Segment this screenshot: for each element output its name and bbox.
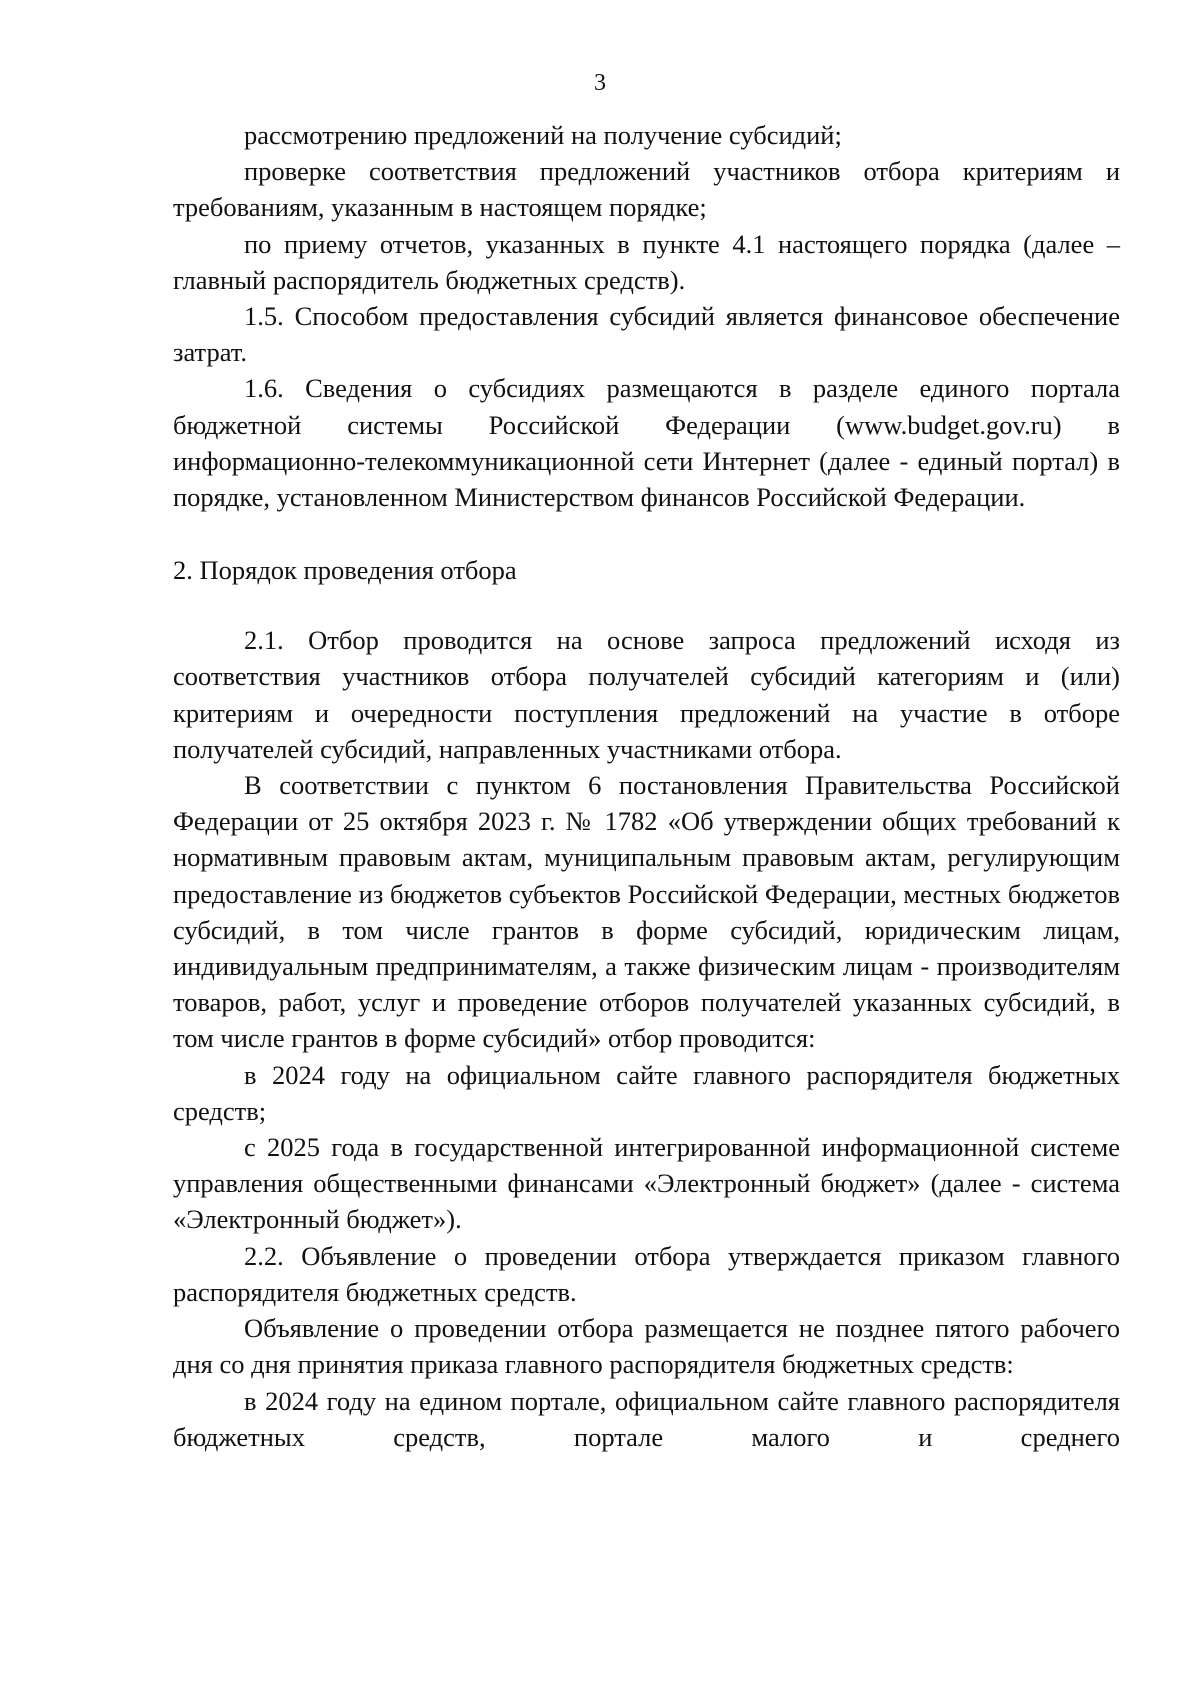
paragraph: Объявление о проведении отбора размещается не позднее пятого рабочего дня со дня принятия приказа главного распорядителя бюджетных средств: bbox=[173, 1313, 1120, 1380]
paragraph: 1.6. Сведения о субсидиях размещаются в разделе единого портала бюджетной системы Российской Федерации (www.budget.gov.ru) в информационно-телекоммуникационной сети Интернет (далее - единый портал) в порядке, установленном Министерством финансов Российской Федерации. bbox=[173, 373, 1120, 513]
paragraph: 2.1. Отбор проводится на основе запроса предложений исходя из соответствия участников отбора получателей субсидий категориям и (или) критериям и очередности поступления предложений на участие в отборе получателей субсидий, направленных участниками отбора. bbox=[173, 625, 1120, 764]
paragraph: в 2024 году на официальном сайте главного распорядителя бюджетных средств; bbox=[173, 1059, 1120, 1126]
page-number: 3 bbox=[594, 70, 606, 96]
paragraph: с 2025 года в государственной интегрированной информационной системе управления общественными финансами «Электронный бюджет» (далее - система «Электронный бюджет»). bbox=[173, 1132, 1120, 1235]
paragraph: В соответствии с пунктом 6 постановления Правительства Российской Федерации от 25 октября 2023 г. № 1782 «Об утверждении общих требований к нормативным правовым актам, муниципальным правовым актам, регулирующим предоставление из бюджетов субъектов Российской Федерации, местных бюджетов субсидий, в том числе грантов в форме субсидий, юридическим лицам, индивидуальным предпринимателям, а также физическим лицам - производителям товаров, работ, услуг и проведение отборов получателей указанных субсидий, в том числе грантов в форме субсидий» отбор проводится: bbox=[173, 770, 1120, 1054]
paragraph: по приему отчетов, указанных в пункте 4.1 настоящего порядка (далее – главный распорядитель бюджетных средств). bbox=[173, 228, 1120, 295]
paragraph: 1.5. Способом предоставления субсидий является финансовое обеспечение затрат. bbox=[173, 301, 1120, 368]
paragraph: 2.2. Объявление о проведении отбора утверждается приказом главного распорядителя бюджетных средств. bbox=[173, 1240, 1120, 1307]
paragraph: рассмотрению предложений на получение субсидий; bbox=[244, 120, 842, 150]
paragraph: в 2024 году на едином портале, официальном сайте главного распорядителя бюджетных средств, портале малого и среднего bbox=[173, 1385, 1120, 1452]
document-body bbox=[173, 117, 1120, 1455]
paragraph: проверке соответствия предложений участников отбора критериям и требованиям, указанным в настоящем порядке; bbox=[173, 156, 1120, 223]
section-heading: 2. Порядок проведения отбора bbox=[173, 555, 517, 586]
